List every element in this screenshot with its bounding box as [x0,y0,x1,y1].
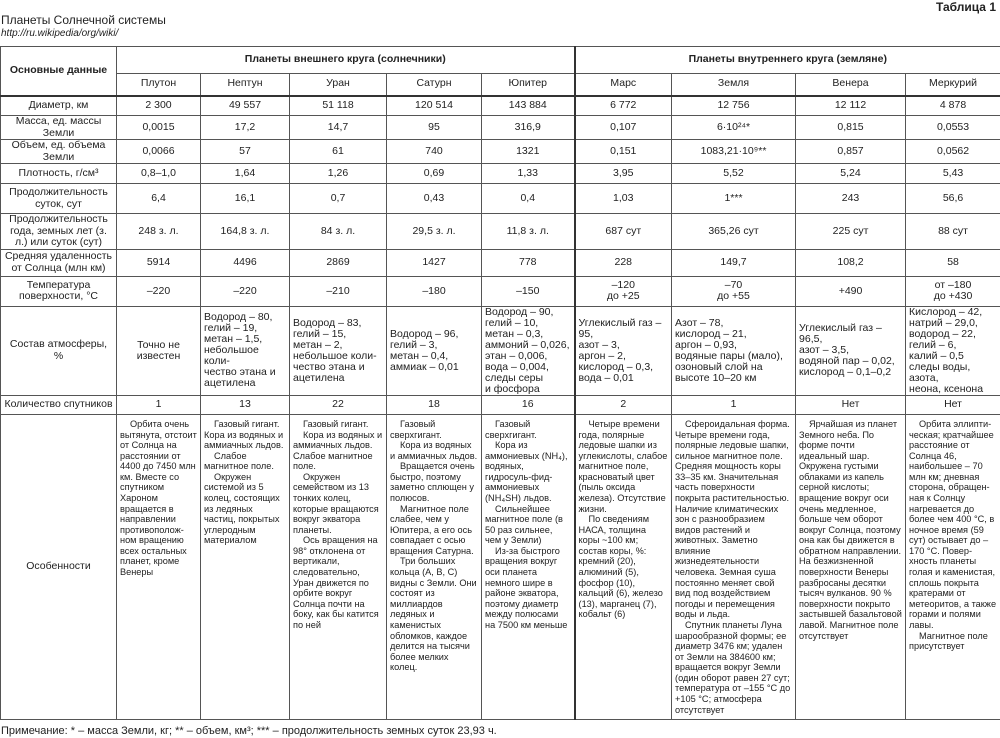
cell-volume: 1083,21·10⁹** [672,140,796,164]
cell-density: 0,8–1,0 [117,164,201,184]
source-url: http://ru.wikipedia/org/wiki/ [1,28,118,40]
cell-volume: 0,151 [575,140,672,164]
group-outer-header: Планеты внешнего круга (солнечники) [117,47,575,74]
cell-temperature: –220 [201,276,290,306]
cell-satellites: Нет [796,395,906,414]
row-label: Особенности [1,414,117,719]
cell-density: 3,95 [575,164,672,184]
cell-day-length: 0,43 [387,184,482,214]
cell-atmosphere: Азот – 78, кислород – 21, аргон – 0,93, водяные пары (мало), озоновый слой на высоте 10–20 км [672,306,796,395]
feature-paragraph: Газовый гигант. Кора из водяных и аммиачных льдов. [204,419,286,451]
cell-features [672,414,796,719]
feature-paragraph: Газовый сверхгигант. [390,419,478,440]
row-label: Продолжительность суток, сут [1,184,117,214]
row-temperature [1,276,1000,306]
feature-paragraph: Магнитное поле присутствует [909,631,997,652]
cell-day-length: 16,1 [201,184,290,214]
cell-temperature: –220 [117,276,201,306]
cell-year-length: 365,26 сут [672,214,796,250]
planet-header-7: Венера [796,74,906,96]
cell-diameter: 143 884 [482,96,575,116]
row-label: Объем, ед. объема Земли [1,140,117,164]
feature-paragraph: Окружен семейством из 13 тонких колец, которые вращаются вокруг экватора планеты. [293,472,383,535]
cell-temperature: +490 [796,276,906,306]
planet-header-8: Меркурий [906,74,1000,96]
row-diameter [1,96,1000,116]
row-label: Продолжительность года, земных лет (з. л.) или суток (сут) [1,214,117,250]
cell-diameter: 2 300 [117,96,201,116]
feature-paragraph: По сведениям НАСА, толщина коры ~100 км; состав коры, %: кремний (20), алюминий (5), фосфор (10), кальций (6), железо (13), марганец (7), кобальт (6) [579,514,669,620]
row-label: Средняя удаленность от Солнца (млн км) [1,249,117,276]
cell-distance: 778 [482,249,575,276]
planet-header-5: Марс [575,74,672,96]
cell-distance: 149,7 [672,249,796,276]
cell-atmosphere: Водород – 96, гелий – 3, метан – 0,4, аммиак – 0,01 [387,306,482,395]
cell-day-length: 1*** [672,184,796,214]
cell-volume: 61 [290,140,387,164]
cell-distance: 108,2 [796,249,906,276]
cell-atmosphere: Точно не известен [117,306,201,395]
cell-features [796,414,906,719]
feature-paragraph: Слабое магнитное поле. [204,451,286,472]
planet-header-2: Уран [290,74,387,96]
cell-satellites: 2 [575,395,672,414]
cell-features [290,414,387,719]
row-label: Температура поверхности, °C [1,276,117,306]
feature-paragraph: Сильнейшее магнитное поле (в 50 раз сильнее, чем у Земли) [485,504,571,546]
cell-day-length: 1,03 [575,184,672,214]
planet-header-4: Юпитер [482,74,575,96]
planet-header-3: Сатурн [387,74,482,96]
cell-mass: 0,107 [575,116,672,140]
cell-distance: 1427 [387,249,482,276]
cell-year-length: 29,5 з. л. [387,214,482,250]
cell-year-length: 11,8 з. л. [482,214,575,250]
footnote: Примечание: * – масса Земли, кг; ** – объем, км³; *** – продолжительность земных суток 23,93 ч. [0,724,1000,738]
cell-diameter: 12 112 [796,96,906,116]
cell-mass: 95 [387,116,482,140]
cell-day-length: 56,6 [906,184,1000,214]
cell-atmosphere: Водород – 83, гелий – 15, метан – 2, небольшое коли- чество этана и ацетилена [290,306,387,395]
row-features [1,414,1000,719]
cell-volume: 0,0562 [906,140,1000,164]
feature-paragraph: Из-за быстрого вращения вокруг оси планета немного шире в районе экватора, поэтому диаметр между полюсами на 7500 км меньше [485,546,571,631]
cell-year-length: 687 сут [575,214,672,250]
row-label: Плотность, г/см³ [1,164,117,184]
cell-day-length: 6,4 [117,184,201,214]
cell-features [575,414,672,719]
cell-diameter: 51 118 [290,96,387,116]
planet-header-row [1,74,1000,96]
cell-mass: 14,7 [290,116,387,140]
cell-density: 1,26 [290,164,387,184]
cell-volume: 1321 [482,140,575,164]
document-title: Планеты Солнечной системы [1,13,166,27]
cell-density: 1,33 [482,164,575,184]
cell-mass: 17,2 [201,116,290,140]
cell-year-length: 248 з. л. [117,214,201,250]
row-atmosphere [1,306,1000,395]
cell-temperature: –180 [387,276,482,306]
corner-header: Основные данные [1,47,117,96]
feature-paragraph: Орбита очень вытянута, отстоит от Солнца на расстоянии от 4400 до 7450 млн км. Вместе со спутником Хароном вращается в направлении противополож-ном вращению всех остальных планет, кроме Венеры [120,419,197,578]
cell-volume: 0,0066 [117,140,201,164]
row-label: Количество спутников [1,395,117,414]
cell-satellites: Нет [906,395,1000,414]
feature-paragraph: Три больших кольца (A, B, C) видны с Земли. Они состоят из миллиардов ледяных и каменистых обломков, каждое делится на тысячи более мелких колец. [390,556,478,672]
row-label: Диаметр, км [1,96,117,116]
cell-satellites: 18 [387,395,482,414]
row-distance [1,249,1000,276]
planet-header-0: Плутон [117,74,201,96]
cell-year-length: 164,8 з. л. [201,214,290,250]
row-volume [1,140,1000,164]
feature-paragraph: Кора из аммониевых (NH₄), водяных, гидросуль-фид-аммониевых (NH₄SH) льдов. [485,440,571,503]
cell-satellites: 1 [117,395,201,414]
cell-atmosphere: Углекислый газ – 96,5, азот – 3,5, водяной пар – 0,02, кислород – 0,1–0,2 [796,306,906,395]
cell-satellites: 1 [672,395,796,414]
feature-paragraph: Вращается очень быстро, поэтому заметно сплющен у полюсов. [390,461,478,503]
cell-temperature: –70 до +55 [672,276,796,306]
cell-distance: 2869 [290,249,387,276]
feature-paragraph: Кора из водяных и аммиачных льдов. Слабое магнитное поле. [293,430,383,472]
row-day-length [1,184,1000,214]
feature-paragraph: Газовый гигант. [293,419,383,430]
cell-satellites: 22 [290,395,387,414]
cell-day-length: 0,7 [290,184,387,214]
cell-distance: 228 [575,249,672,276]
feature-paragraph: Газовый сверхгигант. [485,419,571,440]
cell-temperature: –120 до +25 [575,276,672,306]
cell-year-length: 88 сут [906,214,1000,250]
table-body [1,96,1000,720]
cell-mass: 6·10²⁴* [672,116,796,140]
planet-header-1: Нептун [201,74,290,96]
cell-volume: 0,857 [796,140,906,164]
planet-header-6: Земля [672,74,796,96]
table-number: Таблица 1 [936,0,996,14]
cell-diameter: 12 756 [672,96,796,116]
cell-diameter: 6 772 [575,96,672,116]
cell-diameter: 120 514 [387,96,482,116]
cell-year-length: 84 з. л. [290,214,387,250]
feature-paragraph: Спутник планеты Луна шарообразной формы; ее диаметр 3476 км; удален от Земли на 384600 км; вращается вокруг Земли (один оборот равен 27 сут; температура от –155 °C до +105 °C; атмосфера отсутствует [675,620,792,715]
row-label: Масса, ед. массы Земли [1,116,117,140]
cell-mass: 316,9 [482,116,575,140]
cell-distance: 58 [906,249,1000,276]
cell-features [482,414,575,719]
cell-diameter: 49 557 [201,96,290,116]
cell-atmosphere: Углекислый газ – 95, азот – 3, аргон – 2, кислород – 0,3, вода – 0,01 [575,306,672,395]
cell-density: 1,64 [201,164,290,184]
feature-paragraph: Орбита эллипти-ческая; кратчайшее расстояние от Солнца 46, наибольшее – 70 млн км; дневная сторона, обращен-ная к Солнцу нагревается до более чем 400 °C, в ночное время (59 сут) остывает до –170 °C. Повер-хность планеты голая и каменистая, сплошь покрыта кратерами от метеоритов, а также горами и полями лавы. [909,419,997,631]
cell-features [387,414,482,719]
cell-mass: 0,0553 [906,116,1000,140]
cell-distance: 4496 [201,249,290,276]
cell-atmosphere: Водород – 90, гелий – 10, метан – 0,3, аммоний – 0,026, этан – 0,006, вода – 0,004, следы серы и фосфора [482,306,575,395]
feature-paragraph: Магнитное поле слабее, чем у Юпитера, а его ось совпадает с осью вращения Сатурна. [390,504,478,557]
row-year-length [1,214,1000,250]
cell-volume: 57 [201,140,290,164]
feature-paragraph: Сфероидальная форма. Четыре времени года, полярные ледовые шапки, сильное магнитное поле. Средняя мощность коры 33–35 км. Значительная часть поверхности покрыта растительностью. Наличие климатических зон с разнообразием видов растений и животных. Заметно влияние жизнедеятельности человека. Земная суша постоянно меняет свой вид под воздействием погоды и перемещения воды и льда. [675,419,792,620]
group-inner-header: Планеты внутреннего круга (земляне) [575,47,1000,74]
cell-temperature: –150 [482,276,575,306]
cell-diameter: 4 878 [906,96,1000,116]
feature-paragraph: Кора из водяных и аммиачных льдов. [390,440,478,461]
row-label: Состав атмосферы, % [1,306,117,395]
cell-temperature: –210 [290,276,387,306]
feature-paragraph: Ярчайшая из планет Земного неба. По форме почти идеальный шар. Окружена густыми облаками из капель серной кислоты; вращение вокруг оси очень медленное, больше чем оборот вокруг Солнца, поэтому она как бы движется в обратном направлении. На безжизненной поверхности Венеры разбросаны десятки тысяч вулканов. 90 % поверхности покрыто застывшей базальтовой лавой. Магнитное поле отсутствует [799,419,902,641]
cell-atmosphere: Водород – 80, гелий – 19, метан – 1,5, небольшое коли- чество этана и ацетилена [201,306,290,395]
cell-day-length: 243 [796,184,906,214]
row-mass [1,116,1000,140]
document-header [0,0,1000,46]
cell-mass: 0,815 [796,116,906,140]
cell-mass: 0,0015 [117,116,201,140]
planets-table [0,46,1000,720]
cell-density: 0,69 [387,164,482,184]
cell-temperature: от –180 до +430 [906,276,1000,306]
feature-paragraph: Окружен системой из 5 колец, состоящих из ледяных частиц, покрытых углеродным материалом [204,472,286,546]
cell-day-length: 0,4 [482,184,575,214]
row-satellites [1,395,1000,414]
cell-year-length: 225 сут [796,214,906,250]
cell-features [906,414,1000,719]
cell-features [201,414,290,719]
cell-distance: 5914 [117,249,201,276]
feature-paragraph: Ось вращения на 98° отклонена от вертикали, следовательно, Уран движется по орбите вокруг Солнца почти на боку, как бы катится по ней [293,535,383,630]
feature-paragraph: Четыре времени года, полярные ледовые шапки из углекислоты, слабое магнитное поле, красноватый цвет (пыль оксида железа). Отсутствие жизни. [579,419,669,514]
row-density [1,164,1000,184]
cell-satellites: 16 [482,395,575,414]
cell-features [117,414,201,719]
cell-density: 5,43 [906,164,1000,184]
cell-atmosphere: Кислород – 42, натрий – 29,0, водород – 22, гелий – 6, калий – 0,5 следы воды, азота, неона, ксенона [906,306,1000,395]
cell-volume: 740 [387,140,482,164]
cell-density: 5,24 [796,164,906,184]
cell-density: 5,52 [672,164,796,184]
cell-satellites: 13 [201,395,290,414]
